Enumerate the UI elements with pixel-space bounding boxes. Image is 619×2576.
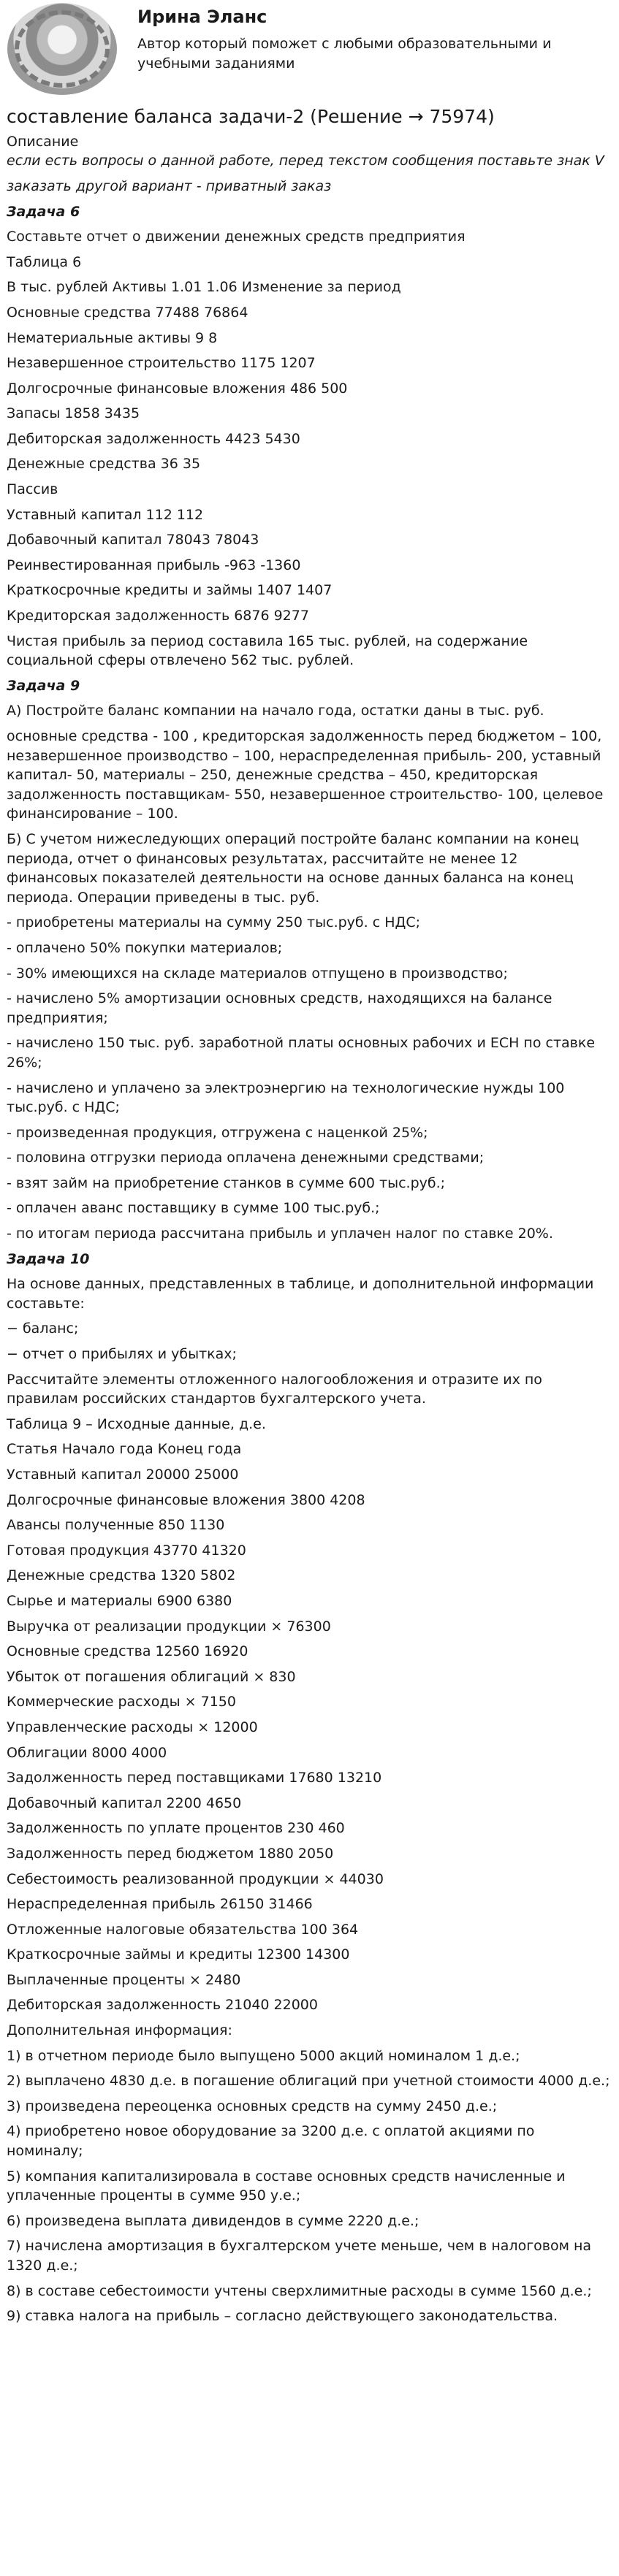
document-content [0, 99, 619, 2326]
text-line: - начислено 5% амортизации основных средств, находящихся на балансе предприятия; [7, 990, 552, 1026]
text-line: В тыс. рублей Активы 1.01 1.06 Изменение за период [7, 279, 401, 296]
text-line: - половина отгрузки периода оплачена денежными средствами; [7, 1150, 485, 1166]
text-line: 1) в отчетном периоде было выпущено 5000 акций номиналом 1 д.е.; [7, 2047, 520, 2064]
text-line: - произведенная продукция, отгружена с наценкой 25%; [7, 1124, 428, 1141]
text-line: Отложенные налоговые обязательства 100 364 [7, 1921, 359, 1938]
text-line: Б) С учетом нижеследующих операций постройте баланс компании на конец периода, отчет о финансовых результатах, рассчитайте не менее 12 финансовых показателей деятельности на основе данных баланса на конец периода. Операции приведены в тыс. руб. [7, 830, 580, 906]
text-line: Статья Начало года Конец года [7, 1441, 242, 1458]
text-line: Краткосрочные кредиты и займы 1407 1407 [7, 582, 333, 599]
text-line: Задолженность перед поставщиками 17680 13210 [7, 1770, 382, 1786]
text-line: - оплачено 50% покупки материалов; [7, 939, 283, 956]
text-line: - начислено 150 тыс. руб. заработной платы основных рабочих и ЕСН по ставке 26%; [7, 1035, 596, 1071]
text-line: 8) в составе себестоимости учтены сверхлимитные расходы в сумме 1560 д.е.; [7, 2282, 592, 2299]
text-line: Выплаченные проценты × 2480 [7, 1971, 241, 1988]
text-line: Составьте отчет о движении денежных средств предприятия [7, 229, 466, 245]
text-line: Основные средства 12560 16920 [7, 1643, 248, 1660]
text-line: Денежные средства 36 35 [7, 456, 201, 473]
notice-text: если есть вопросы о данной работе, перед текстом сообщения поставьте знак V [7, 153, 604, 169]
page-title: составление баланса задачи-2 (Решение → 75974) [7, 106, 495, 127]
avatar-frame [15, 10, 110, 88]
text-line: Долгосрочные финансовые вложения 3800 4208 [7, 1491, 365, 1508]
text-line: Выручка от реализации продукции × 76300 [7, 1618, 331, 1635]
text-line: 3) произведена переоценка основных средств на сумму 2450 д.е.; [7, 2098, 498, 2114]
text-line: На основе данных, представленных в таблице, и дополнительной информации составьте: [7, 1276, 594, 1312]
text-line: Задолженность по уплате процентов 230 460 [7, 1820, 345, 1837]
text-line: 2) выплачено 4830 д.е. в погашение облигаций при учетной стоимости 4000 д.е.; [7, 2073, 610, 2090]
text-line: Нераспределенная прибыль 26150 31466 [7, 1896, 313, 1913]
text-line: Задолженность перед бюджетом 1880 2050 [7, 1845, 334, 1862]
text-line: - по итогам периода рассчитана прибыль и уплачен налог по ставке 20%. [7, 1226, 553, 1242]
text-line: Дополнительная информация: [7, 2022, 232, 2039]
text-line: − отчет о прибылях и убытках; [7, 1346, 237, 1363]
text-line: Кредиторская задолженность 6876 9277 [7, 608, 309, 624]
text-line: - приобретены материалы на сумму 250 тыс.руб. с НДС; [7, 914, 421, 931]
text-line: Долгосрочные финансовые вложения 486 500 [7, 380, 348, 397]
task-heading: Задача 10 [7, 1250, 90, 1267]
task-heading: Задача 6 [7, 203, 80, 220]
author-name[interactable]: Ирина Эланс [137, 7, 267, 27]
text-line: - оплачен аванс поставщику в сумме 100 тыс.руб.; [7, 1200, 380, 1217]
text-line: Уставный капитал 20000 25000 [7, 1467, 239, 1483]
text-line: Запасы 1858 3435 [7, 405, 140, 422]
text-line: Таблица 6 [7, 253, 82, 270]
text-line: Себестоимость реализованной продукции × 44030 [7, 1870, 384, 1887]
text-line: Незавершенное строительство 1175 1207 [7, 355, 316, 372]
text-line: Облигации 8000 4000 [7, 1744, 167, 1761]
text-line: Дебиторская задолженность 4423 5430 [7, 430, 300, 447]
text-line: Таблица 9 – Исходные данные, д.е. [7, 1415, 266, 1432]
text-line: Нематериальные активы 9 8 [7, 329, 218, 346]
document-body [7, 202, 612, 2326]
text-line: 6) произведена выплата дивидендов в сумме 2220 д.е.; [7, 2212, 419, 2229]
author-info [137, 3, 576, 73]
text-line: 7) начислена амортизация в бухгалтерском учете меньше, чем в налоговом на 1320 д.е.; [7, 2238, 592, 2274]
author-header [0, 0, 619, 99]
text-line: Уставный капитал 112 112 [7, 506, 204, 523]
text-line: Управленческие расходы × 12000 [7, 1719, 258, 1735]
text-line: Реинвестированная прибыль -963 -1360 [7, 557, 301, 573]
text-line: Добавочный капитал 78043 78043 [7, 532, 259, 549]
text-line: Добавочный капитал 2200 4650 [7, 1795, 242, 1811]
text-line: 5) компания капитализировала в составе основных средств начисленные и уплаченные проценты в сумме 950 у.е.; [7, 2168, 566, 2204]
text-line: 4) приобретено новое оборудование за 3200 д.е. с оплатой акциями по номиналу; [7, 2123, 535, 2160]
text-line: Рассчитайте элементы отложенного налогообложения и отразите их по правилам российских стандартов бухгалтерского учета. [7, 1371, 542, 1407]
private-order-link[interactable]: заказать другой вариант - приватный заказ [7, 177, 332, 194]
text-line: - взят займ на приобретение станков в сумме 600 тыс.руб.; [7, 1174, 446, 1191]
text-line: − баланс; [7, 1321, 79, 1337]
text-line: А) Постройте баланс компании на начало года, остатки даны в тыс. руб. [7, 703, 544, 719]
text-line: Чистая прибыль за период составила 165 тыс. рублей, на содержание социальной сферы отвлечено 562 тыс. рублей. [7, 632, 528, 669]
text-line: Сырье и материалы 6900 6380 [7, 1592, 232, 1609]
text-line: Готовая продукция 43770 41320 [7, 1542, 246, 1559]
text-line: Краткосрочные займы и кредиты 12300 14300 [7, 1946, 350, 1963]
text-line: Убыток от погашения облигаций × 830 [7, 1668, 296, 1685]
text-line: - 30% имеющихся на складе материалов отпущено в производство; [7, 965, 508, 982]
text-line: Денежные средства 1320 5802 [7, 1567, 236, 1584]
text-line: основные средства - 100 , кредиторская задолженность перед бюджетом – 100, незавершенное производство – 100, нераспределенная прибыль- 200, уставный капитал- 50, материалы – 250, денежные средства – 450, кредиторская задолженность поставщикам- 550, незавершенное строительство- 100, целевое финансирование – 100. [7, 728, 604, 822]
text-line: Авансы полученные 850 1130 [7, 1517, 225, 1534]
text-line: 9) ставка налога на прибыль – согласно действующего законодательства. [7, 2308, 558, 2325]
avatar[interactable] [7, 3, 117, 95]
author-description: Автор который поможет с любыми образовательными и учебными заданиями [137, 36, 552, 72]
text-line: Пассив [7, 481, 58, 498]
text-line: Основные средства 77488 76864 [7, 304, 248, 321]
text-line: - начислено и уплачено за электроэнергию на технологические нужды 100 тыс.руб. с НДС; [7, 1079, 565, 1116]
description-label: Описание [7, 133, 79, 150]
text-line: Коммерческие расходы × 7150 [7, 1694, 236, 1711]
text-line: Дебиторская задолженность 21040 22000 [7, 1997, 318, 2014]
task-heading: Задача 9 [7, 677, 80, 694]
